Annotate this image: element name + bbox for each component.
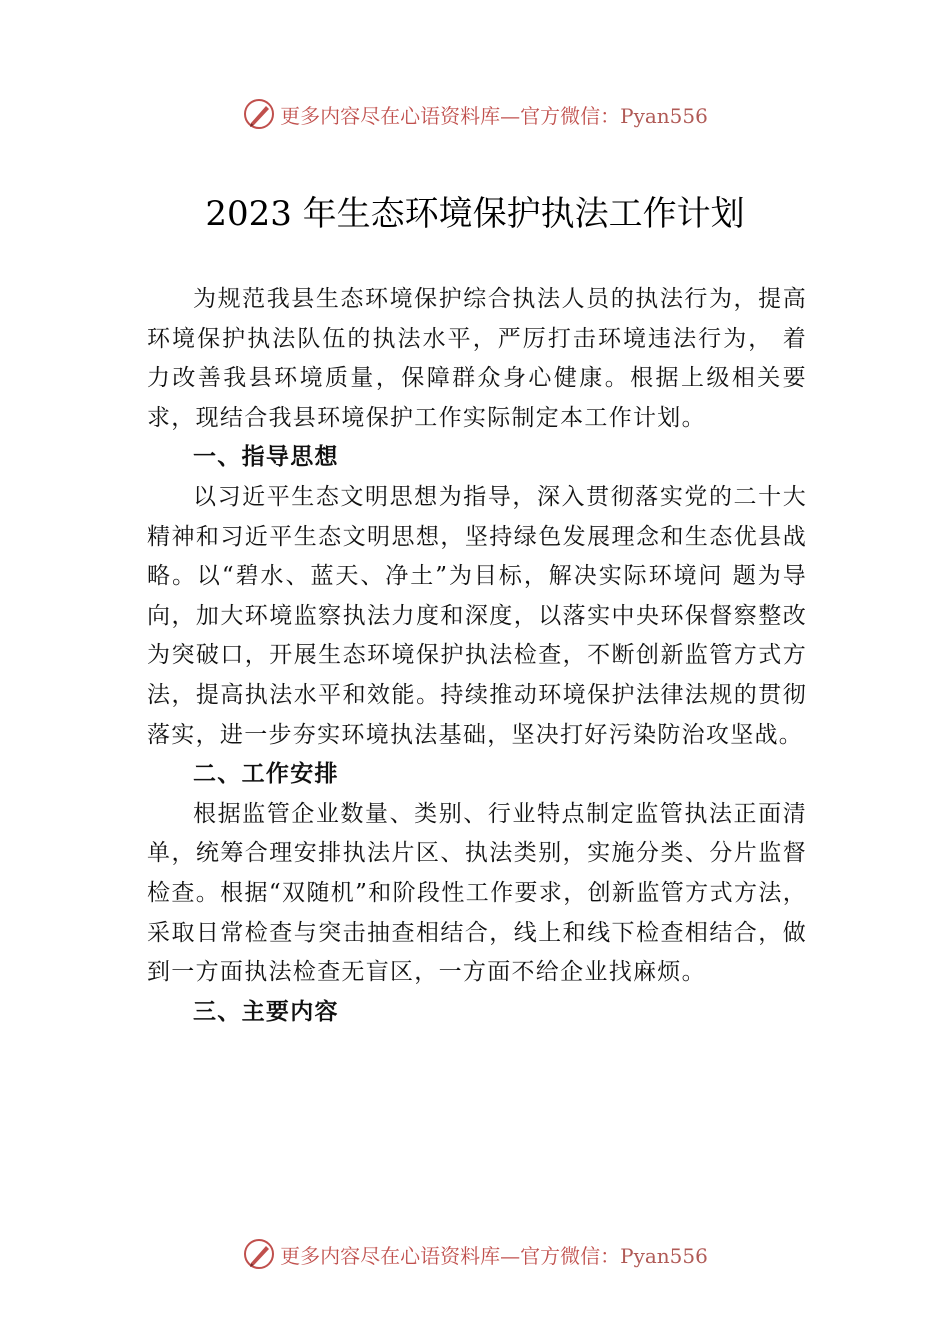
wechat-id: Pyan556 (620, 1243, 708, 1268)
section-heading: 二、工作安排 (193, 761, 339, 788)
intro-paragraph: 为规范我县生态环境保护综合执法人员的执法行为，提高环境保护执法队伍的执法水平，严厉打击环境违法行为， 着力改善我县环境质量，保障群众身心健康。根据上级相关要求，现结合我县环境保护工作实际制定本工作计划。 (147, 286, 807, 431)
section-heading: 三、主要内容 (193, 998, 339, 1025)
wechat-id: Pyan556 (620, 103, 708, 128)
section-paragraph: 根据监管企业数量、类别、行业特点制定监管执法正面清单，统筹合理安排执法片区、执法类别，实施分类、分片监督检查。根据“双随机”和阶段性工作要求，创新监管方式方法，采取日常检查与突击抽查相结合，线上和线下检查相结合，做到一方面执法检查无盲区，一方面不给企业找麻烦。 (147, 800, 807, 986)
section-heading: 一、指导思想 (193, 444, 339, 471)
banner-text: 更多内容尽在心语资料库—官方微信：Pyan556 (280, 103, 708, 128)
document-body (147, 280, 807, 1032)
footer-banner (0, 1234, 950, 1274)
pen-logo-icon (242, 1237, 276, 1271)
document-title: 2023 年生态环境保护执法工作计划 (205, 194, 745, 234)
banner-text: 更多内容尽在心语资料库—官方微信：Pyan556 (280, 1243, 708, 1268)
header-banner (0, 94, 950, 134)
pen-logo-icon (242, 97, 276, 131)
section-paragraph: 以习近平生态文明思想为指导，深入贯彻落实党的二十大精神和习近平生态文明思想，坚持绿色发展理念和生态优县战略。以“碧水、蓝天、净土”为目标，解决实际环境问 题为导向，加大环境监察执法力度和深度，以落实中央环保督察整改为突破口，开展生态环境保护执法检查，不断创新监管方式方法，提高执法水平和效能。持续推动环境保护法律法规的贯彻落实，进一步夯实环境执法基础，坚决打好污染防治攻坚战。 (147, 483, 807, 748)
